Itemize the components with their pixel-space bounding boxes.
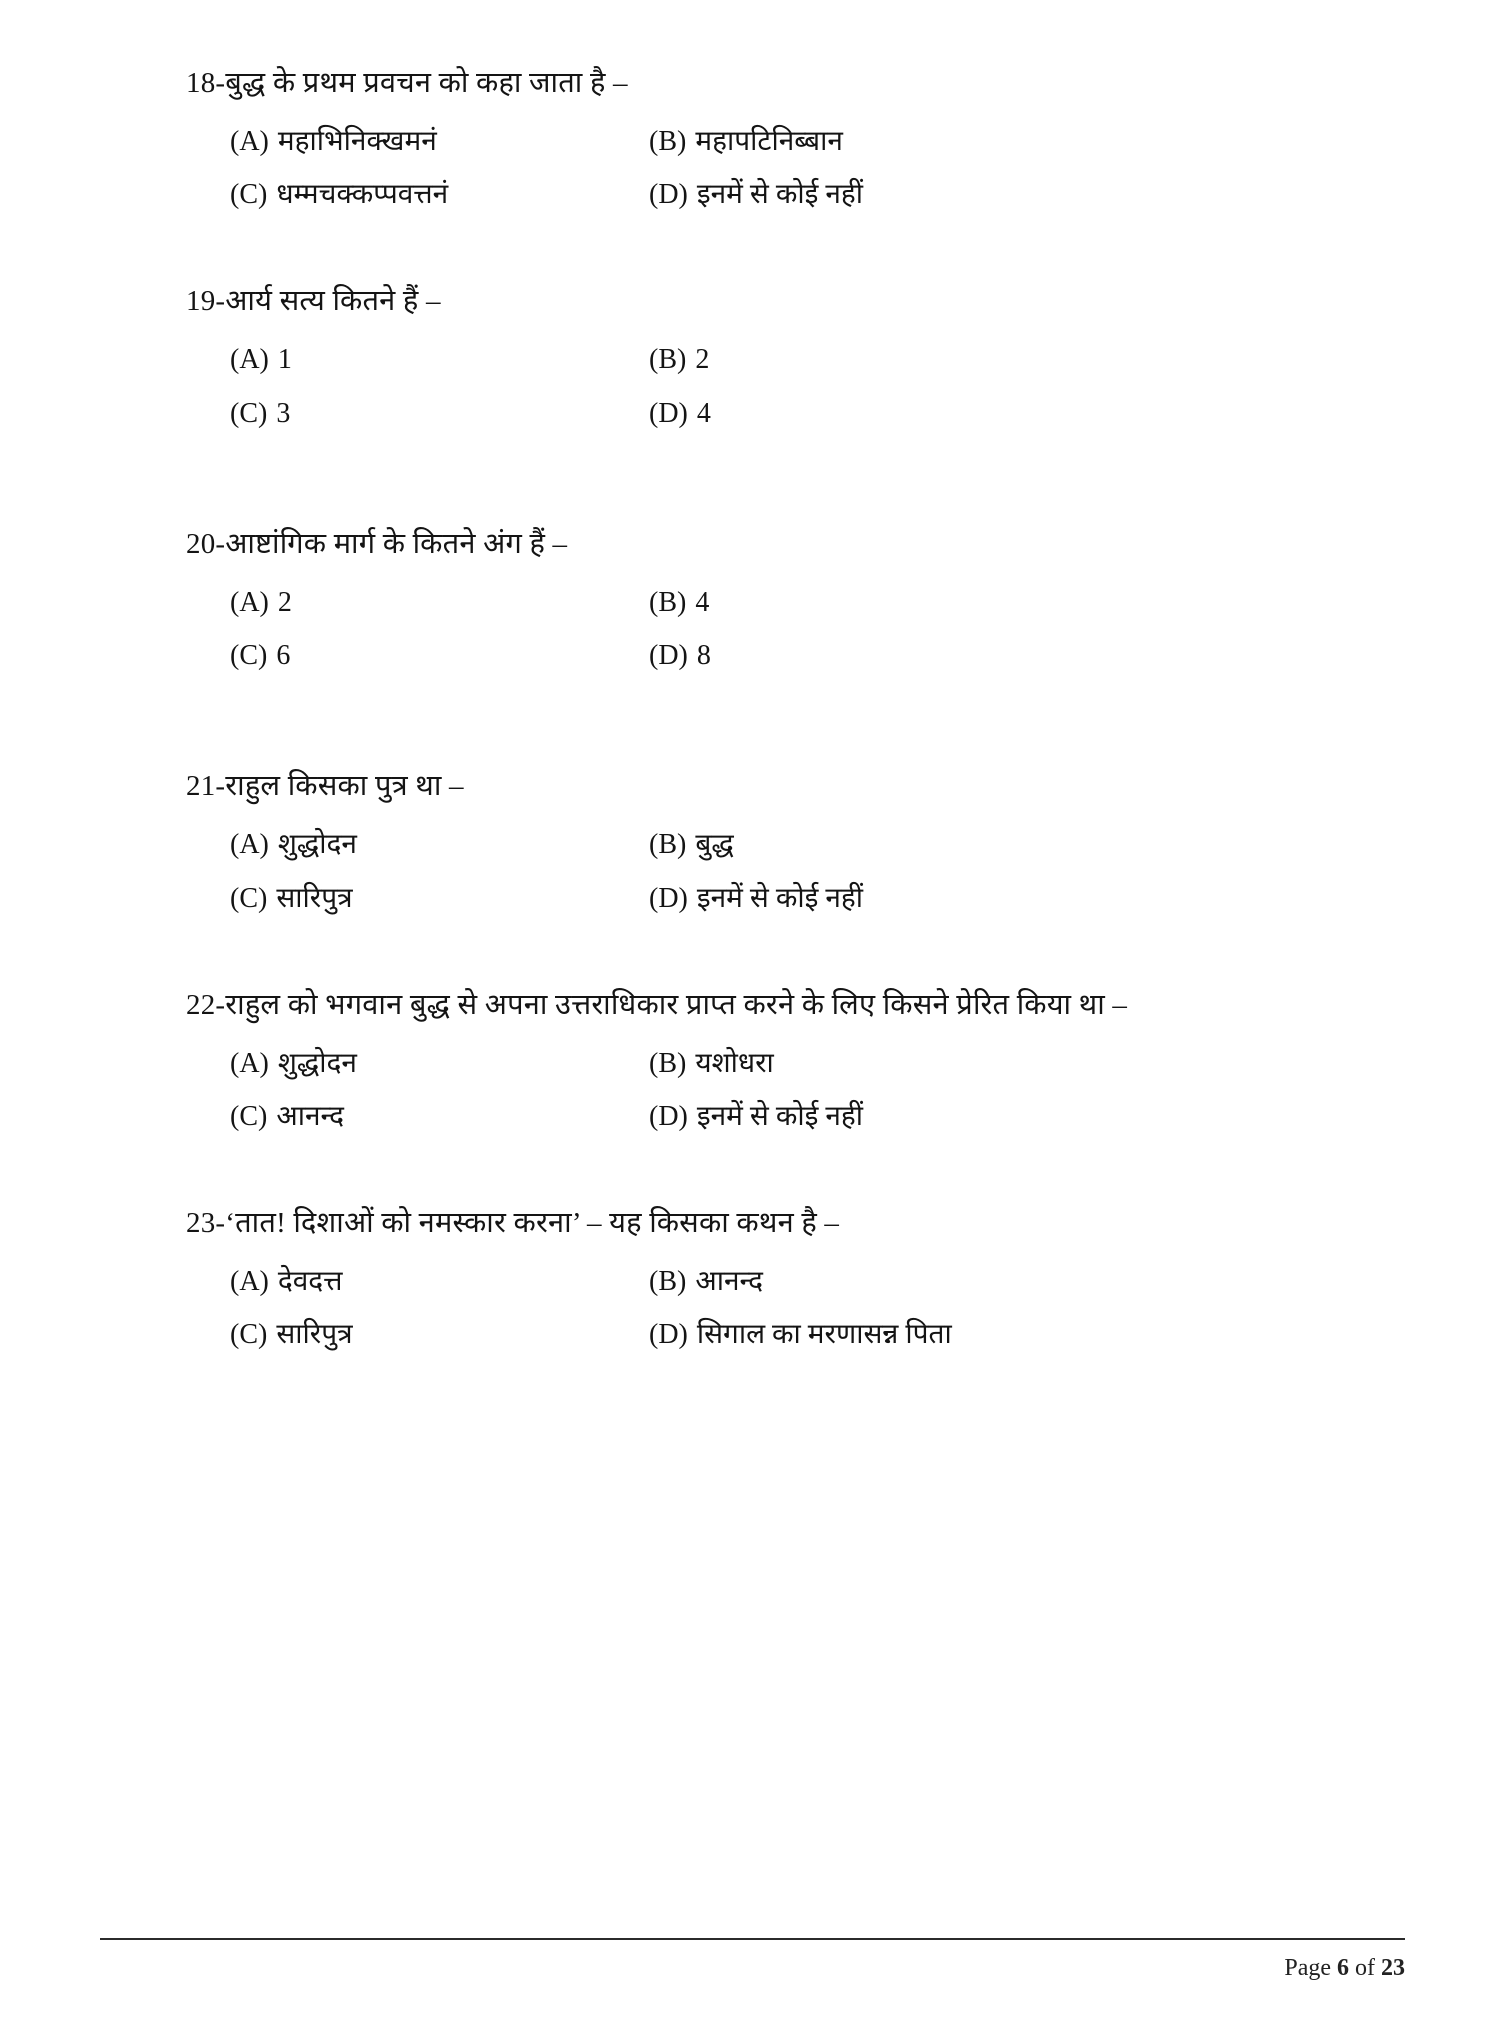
question-block-22	[186, 984, 1366, 1136]
option-label-21-c: (C)	[230, 882, 268, 914]
spacer	[186, 1150, 1366, 1202]
option-label-21-b: (B)	[649, 829, 687, 861]
option-text-22-d: इनमें से कोई नहीं	[696, 1100, 863, 1132]
option-22-b[interactable]	[641, 1044, 1161, 1083]
option-text-20-c: 6	[276, 640, 291, 672]
option-21-d[interactable]	[641, 879, 1161, 918]
options-21	[186, 825, 1366, 917]
option-text-18-c: धम्मचक्कप्पवत्तनं	[276, 179, 449, 211]
footer-of-word: of	[1355, 1955, 1375, 1981]
option-row-18-ab	[186, 122, 1366, 161]
option-label-19-c: (C)	[230, 397, 268, 429]
option-row-22-cd	[186, 1097, 1366, 1136]
footer-page-number: 6	[1337, 1955, 1349, 1981]
option-row-20-ab	[186, 583, 1366, 622]
option-label-20-c: (C)	[230, 640, 268, 672]
question-block-23	[186, 1202, 1366, 1354]
option-text-21-b: बुद्ध	[695, 829, 734, 861]
option-21-b[interactable]	[641, 825, 1161, 864]
options-23	[186, 1262, 1366, 1354]
option-label-23-c: (C)	[230, 1319, 268, 1351]
question-number-22: 22-	[186, 988, 226, 1021]
question-body-22: राहुल को भगवान बुद्ध से अपना उत्तराधिकार प्राप्त करने के लिए किसने प्रेरित किया था –	[225, 988, 1128, 1021]
question-number-19: 19-	[186, 285, 226, 318]
option-label-20-a: (A)	[230, 586, 269, 618]
question-number-20: 20-	[186, 527, 226, 560]
option-text-23-c: सारिपुत्र	[276, 1319, 353, 1351]
options-20	[186, 583, 1366, 675]
option-23-d[interactable]	[641, 1315, 1161, 1354]
question-text-22	[186, 984, 1366, 1026]
option-label-20-b: (B)	[649, 586, 687, 618]
option-row-20-cd	[186, 636, 1366, 675]
option-label-21-d: (D)	[649, 882, 688, 914]
question-number-21: 21-	[186, 770, 226, 803]
option-label-23-d: (D)	[649, 1319, 688, 1351]
option-18-b[interactable]	[641, 122, 1161, 161]
question-block-18	[186, 62, 1366, 214]
question-number-18: 18-	[186, 67, 226, 99]
option-text-21-c: सारिपुत्र	[276, 882, 353, 914]
option-19-a[interactable]	[186, 340, 641, 379]
question-body-18: बुद्ध के प्रथम प्रवचन को कहा जाता है –	[225, 67, 628, 99]
option-row-23-cd	[186, 1315, 1366, 1354]
option-19-d[interactable]	[641, 394, 1161, 433]
spacer	[186, 932, 1366, 984]
option-18-a[interactable]	[186, 122, 641, 161]
option-row-21-ab	[186, 825, 1366, 864]
option-text-23-a: देवदत्त	[277, 1266, 343, 1298]
option-text-22-b: यशोधरा	[695, 1047, 774, 1079]
option-row-23-ab	[186, 1262, 1366, 1301]
option-text-19-c: 3	[276, 397, 291, 429]
option-text-18-d: इनमें से कोई नहीं	[696, 179, 863, 211]
option-23-b[interactable]	[641, 1262, 1161, 1301]
footer-page-word: Page	[1284, 1955, 1331, 1981]
question-text-19	[186, 280, 1366, 322]
option-text-22-c: आनन्द	[276, 1100, 345, 1132]
question-list	[186, 62, 1366, 1369]
option-22-d[interactable]	[641, 1097, 1161, 1136]
option-label-21-a: (A)	[230, 829, 269, 861]
option-label-22-c: (C)	[230, 1100, 268, 1132]
option-row-22-ab	[186, 1044, 1366, 1083]
option-19-b[interactable]	[641, 340, 1161, 379]
question-block-21	[186, 765, 1366, 917]
option-text-19-b: 2	[695, 344, 710, 376]
option-text-18-a: महाभिनिक्खमनं	[277, 126, 437, 158]
question-number-23: 23-	[186, 1207, 226, 1240]
spacer	[186, 447, 1366, 523]
option-18-c[interactable]	[186, 175, 641, 214]
question-body-19: आर्य सत्य कितने हैं –	[225, 285, 441, 318]
option-22-a[interactable]	[186, 1044, 641, 1083]
option-label-22-b: (B)	[649, 1047, 687, 1079]
options-22	[186, 1044, 1366, 1136]
option-text-19-d: 4	[696, 397, 711, 429]
option-label-19-b: (B)	[649, 344, 687, 376]
option-text-21-d: इनमें से कोई नहीं	[696, 882, 863, 914]
option-row-18-cd	[186, 175, 1366, 214]
option-text-20-b: 4	[695, 586, 710, 618]
options-18	[186, 122, 1366, 214]
option-label-18-d: (D)	[649, 179, 688, 211]
question-text-18	[186, 62, 1366, 104]
option-20-b[interactable]	[641, 583, 1161, 622]
option-text-22-a: शुद्धोदन	[277, 1047, 357, 1079]
option-22-c[interactable]	[186, 1097, 641, 1136]
question-body-23: ‘तात! दिशाओं को नमस्कार करना’ – यह किसका कथन है –	[225, 1207, 840, 1240]
option-label-22-a: (A)	[230, 1047, 269, 1079]
footer-page-total: 23	[1381, 1955, 1405, 1981]
option-19-c[interactable]	[186, 394, 641, 433]
option-row-19-ab	[186, 340, 1366, 379]
option-text-20-a: 2	[277, 586, 292, 618]
option-label-22-d: (D)	[649, 1100, 688, 1132]
spacer	[186, 689, 1366, 765]
option-text-23-d: सिगाल का मरणासन्न पिता	[696, 1319, 952, 1351]
question-body-21: राहुल किसका पुत्र था –	[225, 770, 464, 803]
option-label-23-b: (B)	[649, 1266, 687, 1298]
options-19	[186, 340, 1366, 432]
option-text-20-d: 8	[696, 640, 711, 672]
option-text-23-b: आनन्द	[695, 1266, 764, 1298]
option-20-d[interactable]	[641, 636, 1161, 675]
option-label-18-a: (A)	[230, 126, 269, 158]
question-block-19	[186, 280, 1366, 432]
option-21-c[interactable]	[186, 879, 641, 918]
option-text-21-a: शुद्धोदन	[277, 829, 357, 861]
page-footer	[1284, 1955, 1405, 1982]
option-label-19-a: (A)	[230, 344, 269, 376]
question-body-20: आष्टांगिक मार्ग के कितने अंग हैं –	[225, 527, 568, 560]
option-text-18-b: महापटिनिब्बान	[695, 126, 843, 158]
option-label-20-d: (D)	[649, 640, 688, 672]
question-block-20	[186, 523, 1366, 675]
option-20-a[interactable]	[186, 583, 641, 622]
question-text-21	[186, 765, 1366, 807]
option-label-18-c: (C)	[230, 179, 268, 211]
option-20-c[interactable]	[186, 636, 641, 675]
option-row-19-cd	[186, 394, 1366, 433]
option-23-a[interactable]	[186, 1262, 641, 1301]
footer-divider	[100, 1938, 1405, 1940]
option-18-d[interactable]	[641, 175, 1161, 214]
option-text-19-a: 1	[277, 344, 292, 376]
option-21-a[interactable]	[186, 825, 641, 864]
question-text-23	[186, 1202, 1366, 1244]
spacer	[186, 228, 1366, 280]
question-text-20	[186, 523, 1366, 565]
option-row-21-cd	[186, 879, 1366, 918]
option-label-18-b: (B)	[649, 126, 687, 158]
option-23-c[interactable]	[186, 1315, 641, 1354]
option-label-23-a: (A)	[230, 1266, 269, 1298]
option-label-19-d: (D)	[649, 397, 688, 429]
